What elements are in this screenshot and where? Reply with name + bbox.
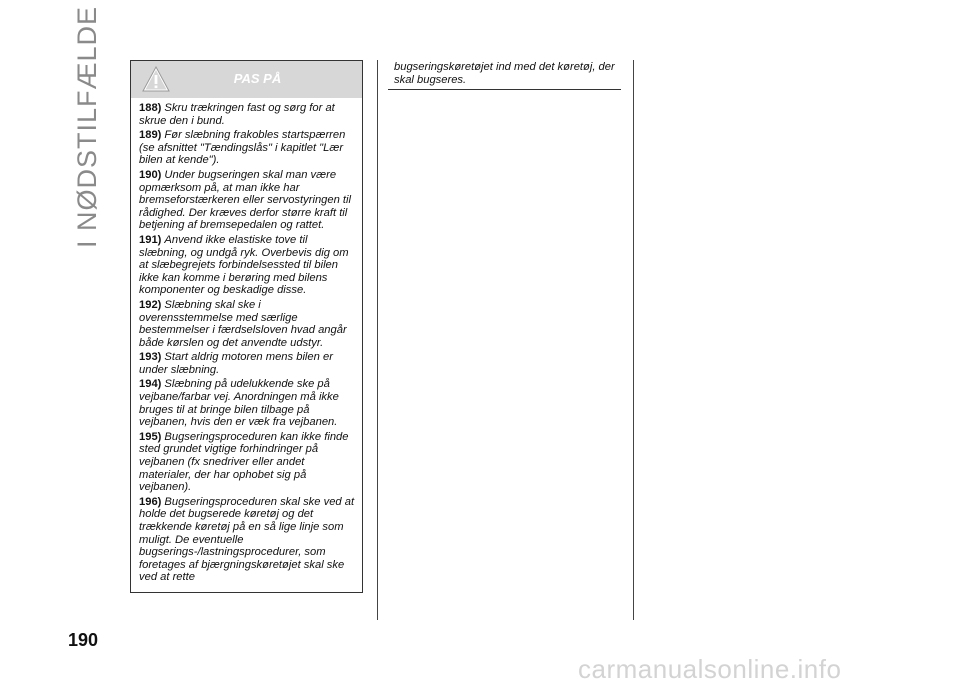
item-number: 190) xyxy=(139,168,162,181)
item-number: 192) xyxy=(139,298,162,311)
footer-watermark: carmanualsonline.info xyxy=(578,654,842,684)
warning-box-body xyxy=(131,98,362,584)
item-text: Bugseringsproceduren kan ikke finde sted grundet vigtige forhindringer på vejbanen (fx snedriver eller andet materialer, der har ophobet sig på vejbanen). xyxy=(139,430,349,494)
warning-item xyxy=(139,431,356,494)
item-text: Før slæbning frakobles startspærren (se afsnittet "Tændingslås" i kapitlet "Lær bilen at kende"). xyxy=(139,129,346,167)
warning-item xyxy=(139,129,356,167)
item-text: Skru trækringen fast og sørg for at skrue den i bund. xyxy=(139,102,335,127)
warning-box-header xyxy=(131,61,362,98)
item-text: Slæbning skal ske i overensstemmelse med særlige bestemmelser i færdselsloven hvad angår både kørslen og det anvendte udstyr. xyxy=(139,298,347,349)
item-text: Start aldrig motoren mens bilen er under slæbning. xyxy=(139,351,333,376)
warning-item xyxy=(139,299,356,349)
item-number: 189) xyxy=(139,129,162,142)
item-number: 193) xyxy=(139,351,162,364)
item-text: Slæbning på udelukkende ske på vejbane/farbar vej. Anordningen må ikke bruges til at bringe bilen tilbage på vejbanen, hvis den er væk fra vejbanen. xyxy=(139,378,339,429)
warning-item xyxy=(139,351,356,376)
item-number: 196) xyxy=(139,495,162,508)
item-number: 194) xyxy=(139,378,162,391)
warning-item xyxy=(139,234,356,297)
chapter-side-title: I NØDSTILFÆLDE xyxy=(72,5,102,248)
warning-box xyxy=(130,60,363,593)
warning-item xyxy=(139,169,356,232)
item-number: 188) xyxy=(139,102,162,114)
item-text: Under bugseringen skal man være opmærksom på, at man ikke har bremseforstærkeren eller servostyringen til rådighed. Der kræves derfor større kraft til betjening af bremsepedalen og rattet. xyxy=(139,168,352,232)
warning-item xyxy=(139,378,356,428)
item-number: 195) xyxy=(139,430,162,443)
item-text: Anvend ikke elastiske tove til slæbning, og undgå ryk. Overbevis dig om at slæbegrejets forbindelsessted til bilen ikke kan komme i berøring med bilens komponenter og beskadige disse. xyxy=(139,233,349,297)
column-divider xyxy=(633,60,634,620)
page-number: 190 xyxy=(68,630,99,650)
warning-item xyxy=(139,496,356,584)
column-divider xyxy=(377,60,378,620)
item-number: 191) xyxy=(139,233,162,246)
item-text: Bugseringsproceduren skal ske ved at holde det bugserede køretøj og det trækkende køretøj på en så lige linje som muligt. De eventuelle bugserings-/lastningsprocedurer, som foretages af bjærgningskøretøjet skal ske ved at rette xyxy=(139,495,355,584)
continuation-text: bugseringskøretøjet ind med det køretøj, der skal bugseres. xyxy=(388,60,621,90)
warning-item xyxy=(139,102,356,127)
warning-box-title: PAS PÅ xyxy=(233,71,282,86)
